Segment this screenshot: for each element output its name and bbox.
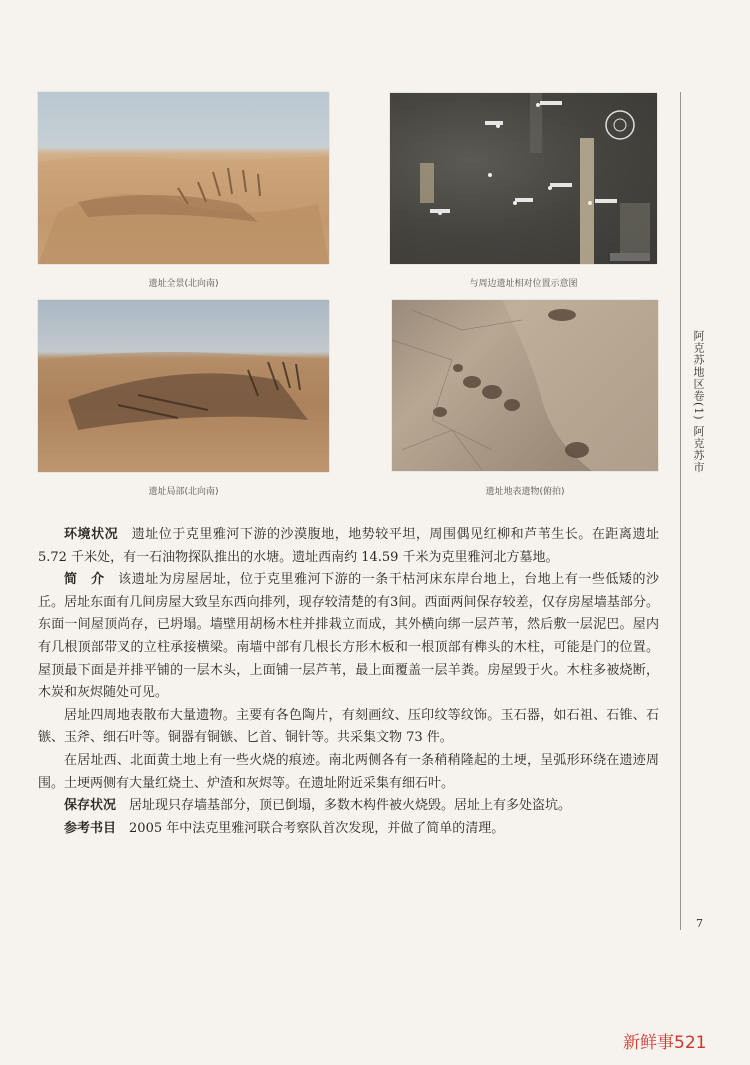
env-label: 环境状况	[64, 527, 119, 542]
running-header-sidebar: 阿克苏地区卷(1) 阿克苏市	[692, 330, 705, 474]
preservation-paragraph	[38, 795, 659, 818]
relics-paragraph: 居址四周地表散布大量遗物。主要有各色陶片，有刻画纹、压印纹等纹饰。玉石器，如石祖、石锥、石镞、玉斧、细石叶等。铜器有铜镞、匕首、铜针等。共采集文物 73 件。	[38, 707, 659, 746]
page-number: 7	[696, 917, 703, 930]
env-text: 遗址位于克里雅河下游的沙漠腹地，地势较平坦，周围偶见红柳和芦苇生长。在距离遗址 5.72 千米处，有一石油物探队推出的水塘。遗址西南约 14.59 千米为克里雅河北方墓地。	[38, 527, 659, 565]
caption-site-detail: 遗址局部(北向南)	[148, 487, 219, 497]
site-detail-image	[38, 300, 329, 472]
ref-label: 参考书目	[64, 820, 117, 836]
satellite-map-photo	[390, 93, 657, 264]
caption-surface-relics: 遗址地表遗物(俯拍)	[485, 487, 565, 497]
site-overview-photo	[38, 92, 329, 264]
intro-text: 该遗址为房屋居址，位于克里雅河下游的一条干枯河床东岸台地上，台地上有一些低矮的沙丘。居址东面有几间房屋大致呈东西向排列，现存较清楚的有3间。西面两间保存较差，仅存房屋墙基部分。东面一间屋顶尚存，已坍塌。墙壁用胡杨木柱并排栽立而成，其外横向绑一层芦苇，然后敷一层泥巴。屋内有几根顶部带叉的立柱承接横梁。南墙中部有几根长方形木板和一根顶部有榫头的木柱，可能是门的位置。屋顶最下面是并排平铺的一层木头，上面铺一层芦苇，最上面覆盖一层羊粪。房屋毁于火。木柱多被烧断，木炭和灰烬随处可见。	[38, 572, 659, 701]
margin-divider	[680, 92, 681, 930]
env-paragraph	[38, 524, 659, 569]
ref-text: 2005 年中法克里雅河联合考察队首次发现，并做了简单的清理。	[129, 820, 505, 836]
satellite-map-image	[390, 93, 657, 264]
references-paragraph	[38, 818, 659, 841]
preserve-text: 居址现只存墙基部分，顶已倒塌，多数木构件被火烧毁。居址上有多处盗坑。	[129, 798, 572, 814]
watermark-text: 新鲜事521	[623, 1033, 707, 1053]
preserve-label: 保存状况	[64, 798, 117, 814]
fire-traces-paragraph: 在居址西、北面黄土地上有一些火烧的痕迹。南北两侧各有一条稍稍隆起的土埂，呈弧形环绕在遗迹周围。土埂两侧有大量红烧土、炉渣和灰烬等。在遗址附近采集有细石叶。	[38, 752, 659, 791]
article-body	[38, 524, 659, 840]
site-overview-image	[38, 92, 329, 264]
intro-label: 简 介	[64, 572, 105, 588]
surface-relics-image	[392, 300, 658, 471]
caption-relative-position-map: 与周边遗址相对位置示意图	[469, 279, 578, 289]
site-detail-photo	[38, 300, 329, 472]
intro-paragraph	[38, 569, 659, 705]
caption-site-overview: 遗址全景(北向南)	[148, 279, 219, 289]
surface-relics-photo	[392, 300, 658, 471]
